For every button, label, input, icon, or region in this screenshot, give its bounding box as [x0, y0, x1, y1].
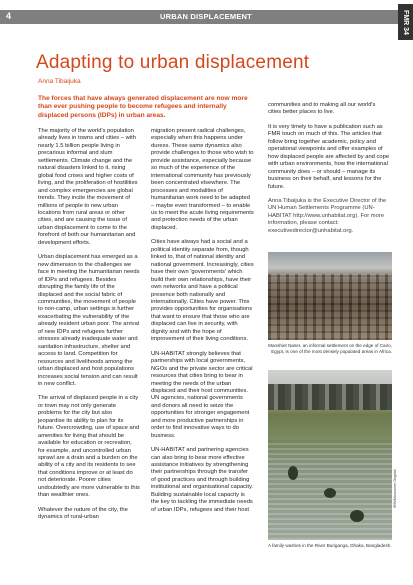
paragraph: Cities have always had a social and a political identity separate from, though linked to, that of national identity and national government. Increasingly, cities have their own 'governments' which build their own relationships, have their own networks and have a political presence both nationally and internationally. Cities have power. This provides opportunities for organisations that want to ensure that those who are displaced can live in security, with dignity and with the hope of improvement of their living conditions. [151, 239, 254, 343]
header-bar [0, 10, 398, 24]
photo-caption-2: A family washes in the River Buriganga, Dhaka, Bangladesh. [268, 543, 392, 548]
paragraph: The arrival of displaced people in a city or town may not only generate problems for the city but also jeopardise its ability to plan for its future. Overcrowding, use of space and amenities for living that should be available for education or recreation, for example, and uncontrolled urban sprawl are a drain and a burden on the ability of a city and its residents to see that conditions improve or at least do not deteriorate. Poorer cities undoubtedly are more vulnerable to this than wealthier ones. [38, 395, 140, 499]
text-column-3 [268, 102, 390, 242]
article-title: Adapting to urban displacement [36, 52, 310, 73]
paragraph: Whatever the nature of the city, the dynamics of rural-urban [38, 506, 128, 521]
author-bio: Anna Tibaijuka is the Executive Director of the UN Human Settlements Programme (UN-HABITAT http://www.unhabitat.org). For more information, please contact: executivedirector@unhabitat.org. [268, 197, 387, 234]
paragraph: Urban displacement has emerged as a new dimension to the challenges we face in meeting the humanitarian needs of IDPs and refugees. Besides disrupting the family life of the displaced and the social fabric of communities, the movement of people to non-camp, urban settings is further exacerbating the vulnerability of the already resident urban poor. The arrival of new IDPs and refugees further stresses already inadequate water and sanitation infrastructure, shelter and access to land. Competition for resources and livelihoods among the urban displaced and host populations increases social tension and can result in new conflict. [38, 254, 140, 387]
photo-dhaka-river [268, 370, 392, 540]
photo-credit: IRIN/Manoocher Deghati [393, 469, 397, 508]
photo-cairo-settlement [268, 252, 392, 340]
paragraph: It is very timely to have a publication such as FMR touch on much of this. The articles that follow bring together academic, policy and operational viewpoints and offer examples of how displaced people are affected by and cope with urban environments, how the international community does – or should – manage its business on their behalf, and lessons for the future. [268, 123, 390, 190]
page-number: 4 [6, 11, 12, 21]
magazine-side-badge [398, 0, 413, 585]
person-figure [324, 488, 336, 498]
text-column-1 [38, 128, 140, 529]
paragraph: UN-HABITAT and partnering agencies can also bring to bear more effective assistance initiatives by strengthening their partnerships through the transfer of good practices and through building institutional and organisational capacity. Building sustainable local capacity is the key to tackling the immediate needs of urban IDPs, refugees and their host [151, 447, 254, 513]
paragraph: UN-HABITAT strongly believes that partnerships with local governments, NGOs and the private sector are critical resources that cities bring to bear in meeting the needs of the urban displaced and their host communities. UN agencies, national governments and donors all need to seize the opportunities for stronger engagement and more productive partnerships in order to find innovative ways to do business. [151, 350, 253, 439]
paragraph: communities and to making all our world's cities better places to live. [268, 102, 376, 116]
text-column-2 [151, 128, 254, 521]
section-label: URBAN DISPLACEMENT [160, 12, 252, 21]
person-figure [288, 466, 298, 480]
paragraph: The majority of the world's population already lives in towns and cities – with nearly 1.5 billion people living in precarious informal and slum settlements. Climate change and the natural disasters linked to it, rising global food crises and higher costs of living, and the proliferation of hostilities and complex emergencies are global trends. They incite the movement of millions of people to new urban locations from rural areas or other cities, and are causing the issue of urban displacement to come to the forefront of both our humanitarian and development efforts. [38, 128, 138, 246]
photo-caption-1: Manshiet Naser, an informal settlement on the edge of Cairo, Egypt, is one of the most densely populated areas in Africa. [268, 343, 392, 354]
person-figure [350, 510, 364, 522]
article-author: Anna Tibaijuka [38, 78, 81, 85]
article-lead: The forces that have always generated displacement are now more than ever pushing people to become refugees and internally displaced persons (IDPs) in urban areas. [38, 95, 248, 119]
magazine-issue: FMR 34 [402, 9, 409, 35]
paragraph: migration present radical challenges, especially when this happens under duress. These same dynamics also provide challenges to those who wish to provide assistance, especially because so much of the experience of the international community has previously been concentrated elsewhere. The processes and modalities of humanitarian work need to be adapted – maybe even transformed – to enable us to meet the acute living requirements and protection needs of the urban displaced. [151, 128, 254, 231]
